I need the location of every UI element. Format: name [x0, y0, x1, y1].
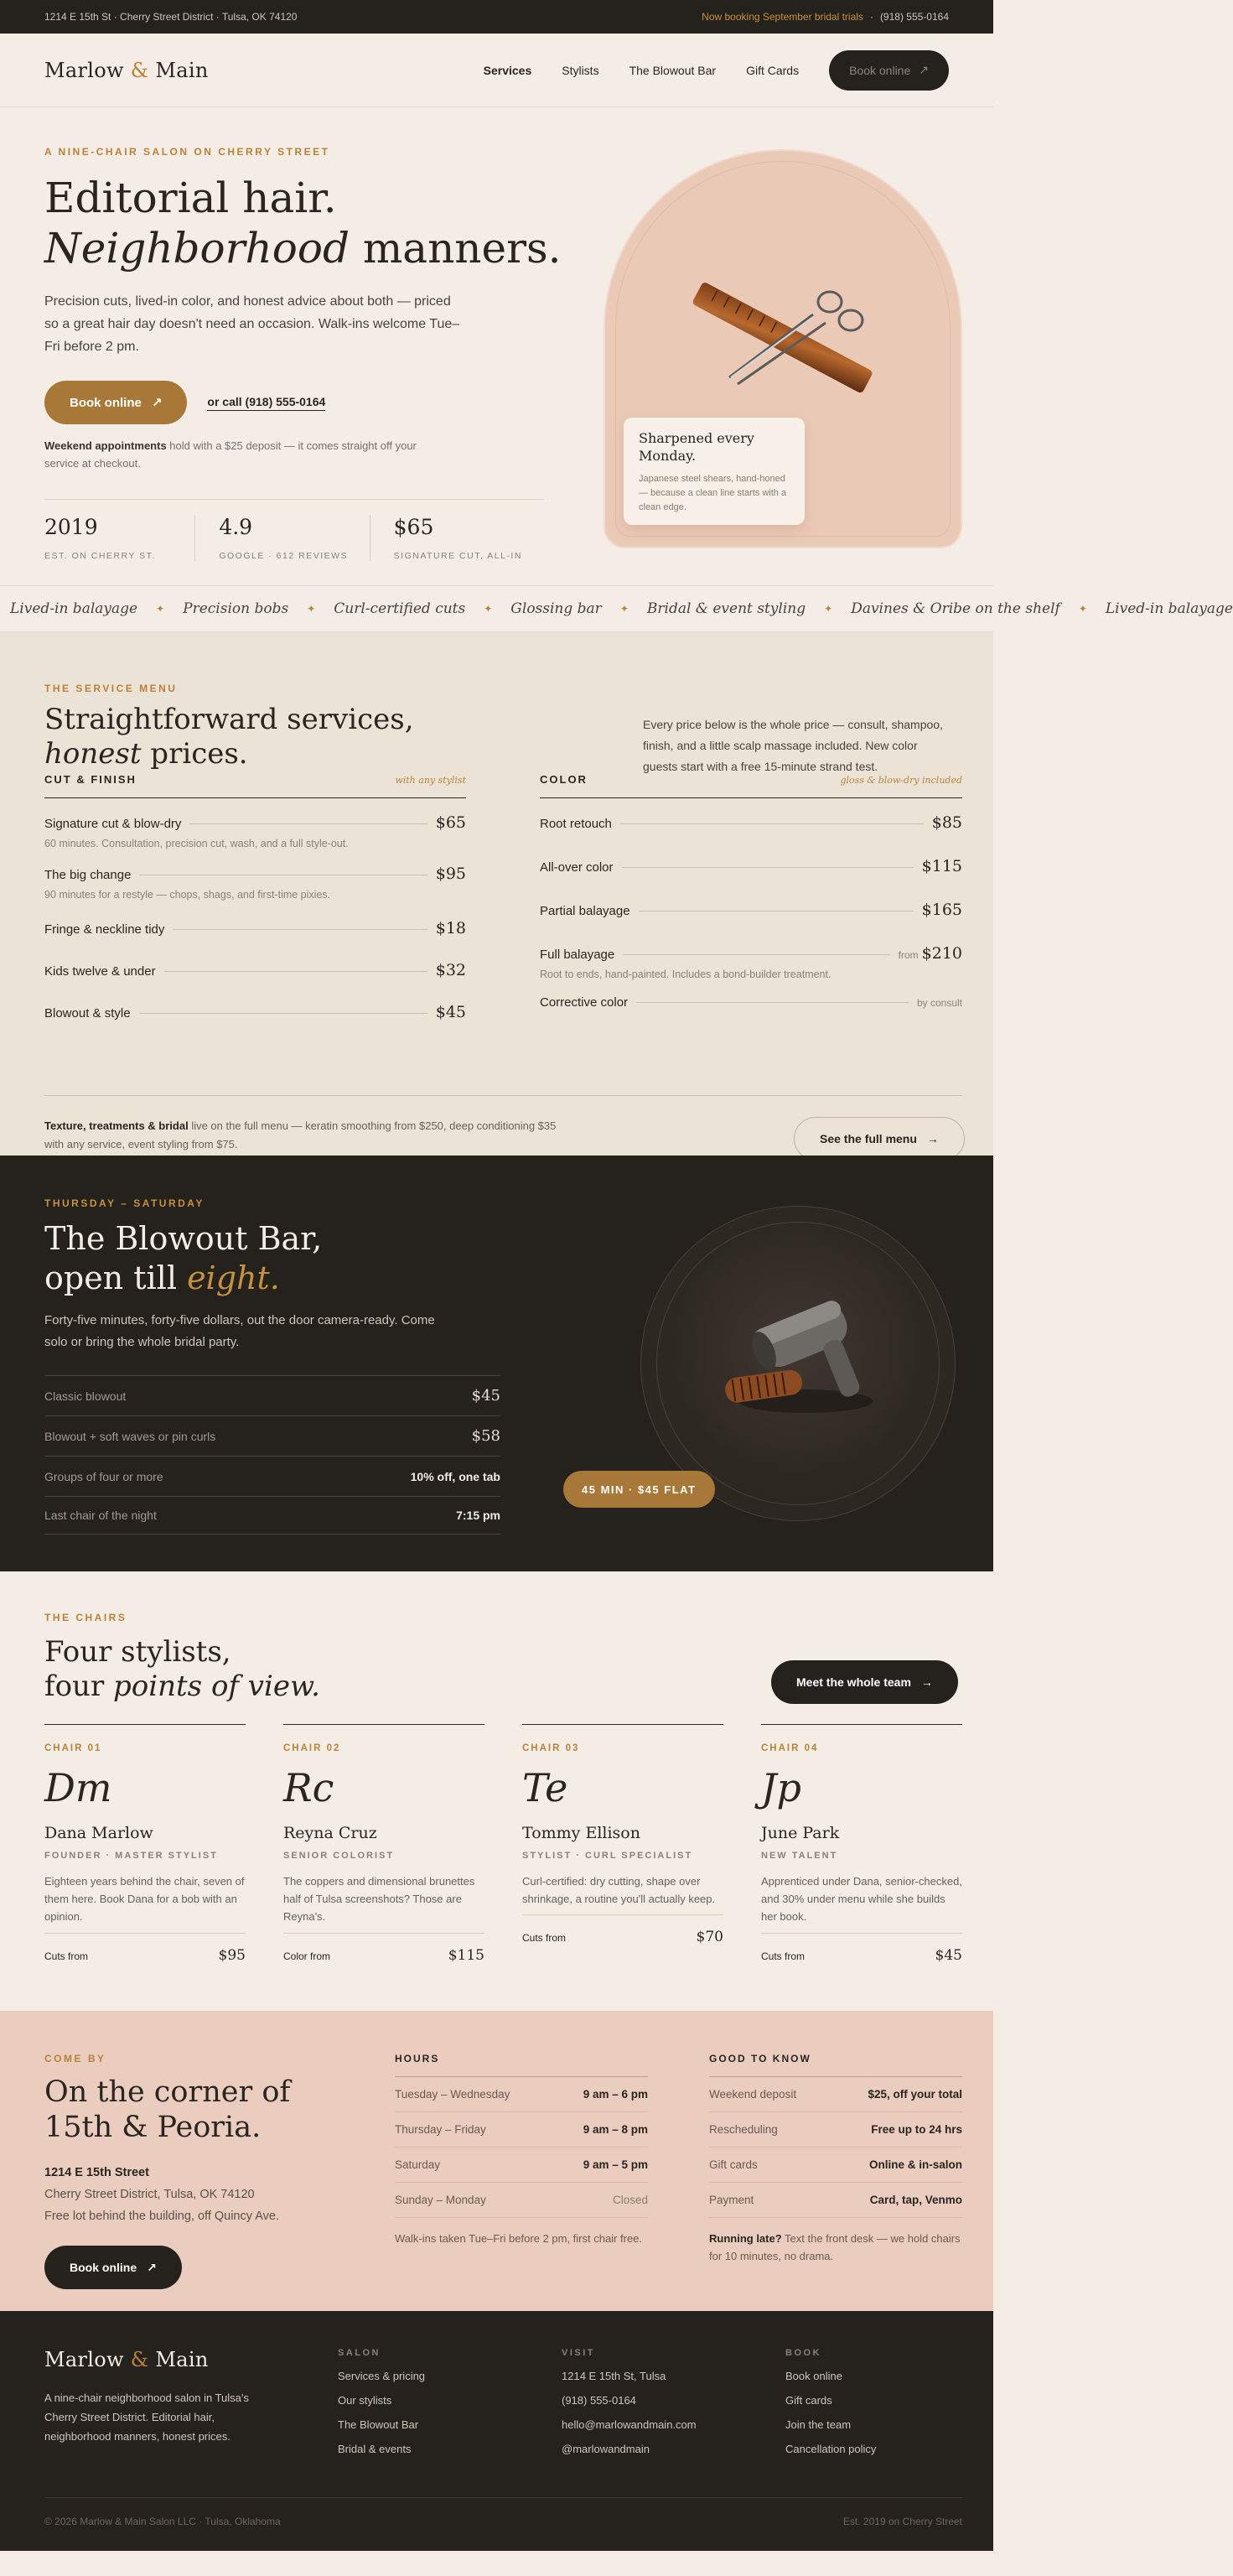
cut-menu	[44, 773, 466, 1021]
service-item: Root retouch $85	[540, 813, 962, 832]
policy-row: Gift cards Online & in-salon	[709, 2148, 962, 2183]
stat-established: 2019 EST. ON CHERRY ST.	[44, 515, 195, 561]
nav-links	[484, 50, 949, 91]
footer-divider	[44, 2497, 962, 2498]
service-item: Fringe & neckline tidy $18	[44, 919, 466, 937]
visit-title: On the corner of 15th & Peoria.	[44, 2075, 291, 2144]
footer-col-salon: SALON Services & pricing Our stylists The Blowout Bar Bridal & events	[338, 2348, 426, 2455]
services-title: Straightforward services, honest prices.	[44, 703, 414, 771]
services-divider	[44, 1095, 962, 1096]
services-intro: Every price below is the whole price — consult, shampoo, finish, and a little scalp massage included. New color guests start with a free 15-minute strand test.	[643, 718, 943, 773]
star-icon: ✦	[307, 603, 316, 615]
hours-row: Tuesday – Wednesday 9 am – 6 pm	[395, 2077, 648, 2112]
hours-row: Sunday – Monday Closed	[395, 2183, 648, 2218]
service-item: Signature cut & blow-dry $65 60 minutes. Consultation, precision cut, wash, and a full style-out.	[44, 813, 466, 849]
footer-col-visit: VISIT 1214 E 15th St, Tulsa (918) 555-0164 hello@marlowandmain.com @marlowandmain	[562, 2348, 697, 2455]
footer-link[interactable]: Join the team	[785, 2418, 852, 2431]
footer-link[interactable]: @marlowandmain	[562, 2443, 650, 2455]
star-icon: ✦	[824, 603, 833, 615]
established-note: Est. 2019 on Cherry Street	[842, 2516, 962, 2527]
policy-row: Weekend deposit $25, off your total	[709, 2077, 962, 2112]
visit-section	[0, 2011, 993, 2311]
hero-section	[0, 107, 993, 585]
nav-link-stylists[interactable]: Stylists	[562, 63, 599, 77]
arrow-up-right-icon: ↗	[147, 2260, 157, 2274]
separator: ·	[869, 11, 873, 23]
copyright: © 2026 Marlow & Main Salon LLC · Tulsa, Oklahoma	[44, 2516, 281, 2527]
stylists-section	[0, 1571, 993, 2011]
blowout-row: Blowout + soft waves or pin curls $58	[44, 1415, 500, 1456]
stylist-role: STYLIST · CURL SPECIALIST	[522, 1851, 693, 1861]
visit-address: 1214 E 15th Street Cherry Street District, Tulsa, OK 74120 Free lot behind the building, off Quincy Ave.	[44, 2166, 279, 2223]
footer-link[interactable]: 1214 E 15th St, Tulsa	[562, 2370, 666, 2382]
stat-price: $65 SIGNATURE CUT, ALL-IN	[393, 515, 522, 561]
nav-book-button[interactable]: Book online ↗	[829, 50, 949, 91]
bridal-booking-link[interactable]: Now booking September bridal trials	[702, 11, 863, 23]
stylist-name: Reyna Cruz	[283, 1824, 377, 1842]
hero-book-button[interactable]: Book online ↗	[44, 381, 187, 424]
service-item: All-over color $115	[540, 857, 962, 875]
call-link[interactable]: or call (918) 555-0164	[207, 395, 325, 411]
footer-link[interactable]: Bridal & events	[338, 2443, 412, 2455]
stylist-monogram: Dm	[44, 1765, 112, 1810]
stylist-monogram: Jp	[761, 1765, 801, 1810]
stat-rating: 4.9 GOOGLE · 612 REVIEWS	[195, 515, 370, 561]
meet-team-button[interactable]: Meet the whole team →	[771, 1660, 958, 1704]
stylist-card[interactable]: CHAIR 03 Te Tommy Ellison STYLIST · CURL SPECIALIST Curl-certified: dry cutting, shape over shrinkage, a routine you'll actually keep. Cuts from $70	[522, 1724, 723, 1945]
hours-table: HOURS Tuesday – Wednesday 9 am – 6 pm Thursday – Friday 9 am – 8 pm Saturday 9 am – 5 pm Sunday – Monday Closed Walk-ins taken Tue–Fri before 2 pm, first chair free.	[395, 2053, 648, 2247]
late-note: Running late? Text the front desk — we hold chairs for 10 minutes, no drama.	[709, 2232, 961, 2262]
blowout-row: Last chair of the night 7:15 pm	[44, 1496, 500, 1535]
stylist-card[interactable]: CHAIR 01 Dm Dana Marlow FOUNDER · MASTER STYLIST Eighteen years behind the chair, seven of them here. Book Dana for a bob with an opinion. Cuts from $95	[44, 1724, 246, 1964]
blowout-section	[0, 1156, 993, 1571]
hours-row: Thursday – Friday 9 am – 8 pm	[395, 2112, 648, 2148]
topbar-phone[interactable]: (918) 555-0164	[879, 11, 949, 23]
color-note: gloss & blow-dry included	[840, 775, 962, 786]
blowout-row: Classic blowout $45	[44, 1375, 500, 1415]
stylist-card[interactable]: CHAIR 02 Rc Reyna Cruz SENIOR COLORIST The coppers and dimensional brunettes half of Tulsa screenshots? Those are Reyna's. Color from $115	[283, 1724, 484, 1964]
service-item: Blowout & style $45	[44, 1003, 466, 1021]
cut-note: with any stylist	[395, 775, 466, 786]
policy-row: Payment Card, tap, Venmo	[709, 2183, 962, 2218]
footer-link[interactable]: (918) 555-0164	[562, 2394, 636, 2407]
marquee-item: Glossing bar	[510, 600, 602, 617]
hero-eyebrow: A NINE-CHAIR SALON ON CHERRY STREET	[44, 146, 330, 158]
main-nav	[0, 34, 993, 107]
footer-link[interactable]: hello@marlowandmain.com	[562, 2418, 697, 2431]
stylists-title: Four stylists, four points of view.	[44, 1635, 320, 1703]
nav-link-blowout-bar[interactable]: The Blowout Bar	[629, 63, 717, 77]
services-footnote: Texture, treatments & bridal live on the full menu — keratin smoothing from $250, deep conditioning $35 with any service, event styling from $75.	[44, 1119, 557, 1150]
blowout-eyebrow: THURSDAY – SATURDAY	[44, 1197, 205, 1209]
stylist-monogram: Te	[522, 1765, 568, 1810]
hours-row: Saturday 9 am – 5 pm	[395, 2148, 648, 2183]
stylist-name: June Park	[761, 1824, 840, 1842]
marquee-item: Lived-in balayage	[10, 600, 138, 617]
specialties-marquee	[0, 585, 1233, 632]
footer-link[interactable]: The Blowout Bar	[338, 2418, 419, 2431]
blowout-lede: Forty-five minutes, forty-five dollars, out the door camera-ready. Come solo or bring the whole bridal party.	[44, 1313, 435, 1349]
footer	[0, 2311, 993, 2551]
topbar-address: 1214 E 15th St · Cherry Street District · Tulsa, OK 74120	[44, 11, 298, 23]
stylist-role: FOUNDER · MASTER STYLIST	[44, 1851, 218, 1861]
stylist-bio: The coppers and dimensional brunettes half of Tulsa screenshots? Those are Reyna's.	[283, 1875, 475, 1923]
stylist-monogram: Rc	[283, 1765, 334, 1810]
comb-and-shears-icon	[679, 277, 888, 394]
arrow-up-right-icon: ↗	[151, 396, 163, 410]
blowout-title: The Blowout Bar, open till eight.	[44, 1220, 323, 1296]
stylist-role: NEW TALENT	[761, 1851, 838, 1861]
marquee-item: Davines & Oribe on the shelf	[851, 600, 1060, 617]
hero-arch-image	[604, 149, 962, 548]
services-eyebrow: THE SERVICE MENU	[44, 683, 178, 694]
logo[interactable]: Marlow & Main	[44, 58, 209, 82]
policy-row: Rescheduling Free up to 24 hrs	[709, 2112, 962, 2148]
service-item: Partial balayage $165	[540, 901, 962, 919]
footer-link[interactable]: Services & pricing	[338, 2370, 426, 2382]
service-item: Corrective color by consult	[540, 995, 962, 1010]
arrow-right-icon: →	[920, 1675, 933, 1689]
deposit-note: Weekend appointments hold with a $25 deposit — it comes straight off your service at checkout.	[44, 439, 417, 470]
marquee-item: Precision bobs	[183, 600, 289, 617]
hero-stats	[44, 499, 544, 561]
stylist-bio: Apprenticed under Dana, senior-checked, and 30% under menu while she builds her book.	[761, 1875, 962, 1923]
footer-logo[interactable]: Marlow & Main	[44, 2348, 209, 2371]
arrow-right-icon: →	[926, 1132, 939, 1145]
blowout-price-list	[44, 1375, 500, 1535]
hero-cta	[44, 381, 325, 424]
walkin-note: Walk-ins taken Tue–Fri before 2 pm, first chair free.	[395, 2232, 643, 2245]
nav-link-services[interactable]: Services	[483, 63, 532, 77]
stylist-role: SENIOR COLORIST	[283, 1851, 395, 1861]
hero-lede: Precision cuts, lived-in color, and honest advice about both — priced so a great hair day doesn't need an occasion. Walk-ins welcome Tue–Fri before 2 pm.	[44, 294, 460, 354]
nav-link-gift-cards[interactable]: Gift Cards	[746, 63, 800, 77]
visit-eyebrow: COME BY	[44, 2053, 106, 2064]
arrow-up-right-icon: ↗	[919, 63, 929, 76]
service-item: Kids twelve & under $32	[44, 961, 466, 979]
footer-link[interactable]: Gift cards	[785, 2394, 832, 2407]
footer-link[interactable]: Our stylists	[338, 2394, 392, 2407]
blowout-badge: 45 MIN · $45 FLAT	[563, 1471, 715, 1508]
stylist-bio: Eighteen years behind the chair, seven of them here. Book Dana for a bob with an opinion.	[44, 1875, 245, 1923]
footer-link[interactable]: Cancellation policy	[785, 2443, 877, 2455]
star-icon: ✦	[1078, 603, 1087, 615]
shears-note-card: Sharpened every Monday. Japanese steel shears, hand-honed — because a clean line starts with a clean edge.	[624, 418, 805, 525]
star-icon: ✦	[484, 603, 493, 615]
color-heading: COLOR	[540, 773, 588, 786]
hero-title: Editorial hair. Neighborhood manners.	[44, 174, 562, 273]
stylist-name: Tommy Ellison	[522, 1824, 640, 1842]
service-item: The big change $95 90 minutes for a restyle — chops, shags, and first-time pixies.	[44, 865, 466, 901]
footer-link[interactable]: Book online	[785, 2370, 842, 2382]
stylist-card[interactable]: CHAIR 04 Jp June Park NEW TALENT Apprenticed under Dana, senior-checked, and 30% under menu while she builds her book. Cuts from $45	[761, 1724, 962, 1964]
star-icon: ✦	[156, 603, 165, 615]
marquee-item: Curl-certified cuts	[334, 600, 466, 617]
cut-heading: CUT & FINISH	[44, 773, 137, 786]
star-icon: ✦	[619, 603, 629, 615]
marquee-item: Bridal & event styling	[646, 600, 806, 617]
service-item: Full balayage from $210 Root to ends, hand-painted. Includes a bond-builder treatment.	[540, 944, 962, 980]
full-menu-button[interactable]: See the full menu →	[794, 1117, 965, 1161]
announcement-bar	[0, 0, 993, 34]
blowout-row: Groups of four or more 10% off, one tab	[44, 1456, 500, 1496]
footer-col-book: BOOK Book online Gift cards Join the team Cancellation policy	[785, 2348, 877, 2455]
stylists-eyebrow: THE CHAIRS	[44, 1612, 127, 1623]
visit-book-button[interactable]: Book online ↗	[44, 2246, 182, 2289]
marquee-item: Lived-in balayage	[1105, 600, 1233, 617]
footer-tagline: A nine-chair neighborhood salon in Tulsa's Cherry Street District. Editorial hair, neighborhood manners, honest prices.	[44, 2392, 249, 2443]
color-menu	[540, 773, 962, 1010]
stylist-name: Dana Marlow	[44, 1824, 153, 1842]
good-to-know-table: GOOD TO KNOW Weekend deposit $25, off your total Rescheduling Free up to 24 hrs Gift cards Online & in-salon Payment Card, tap, Venmo Running late? Text the front desk — we hold chairs for 10 minutes, no drama.	[709, 2053, 962, 2265]
stylist-bio: Curl-certified: dry cutting, shape over shrinkage, a routine you'll actually keep.	[522, 1875, 716, 1905]
services-section	[0, 632, 993, 1156]
